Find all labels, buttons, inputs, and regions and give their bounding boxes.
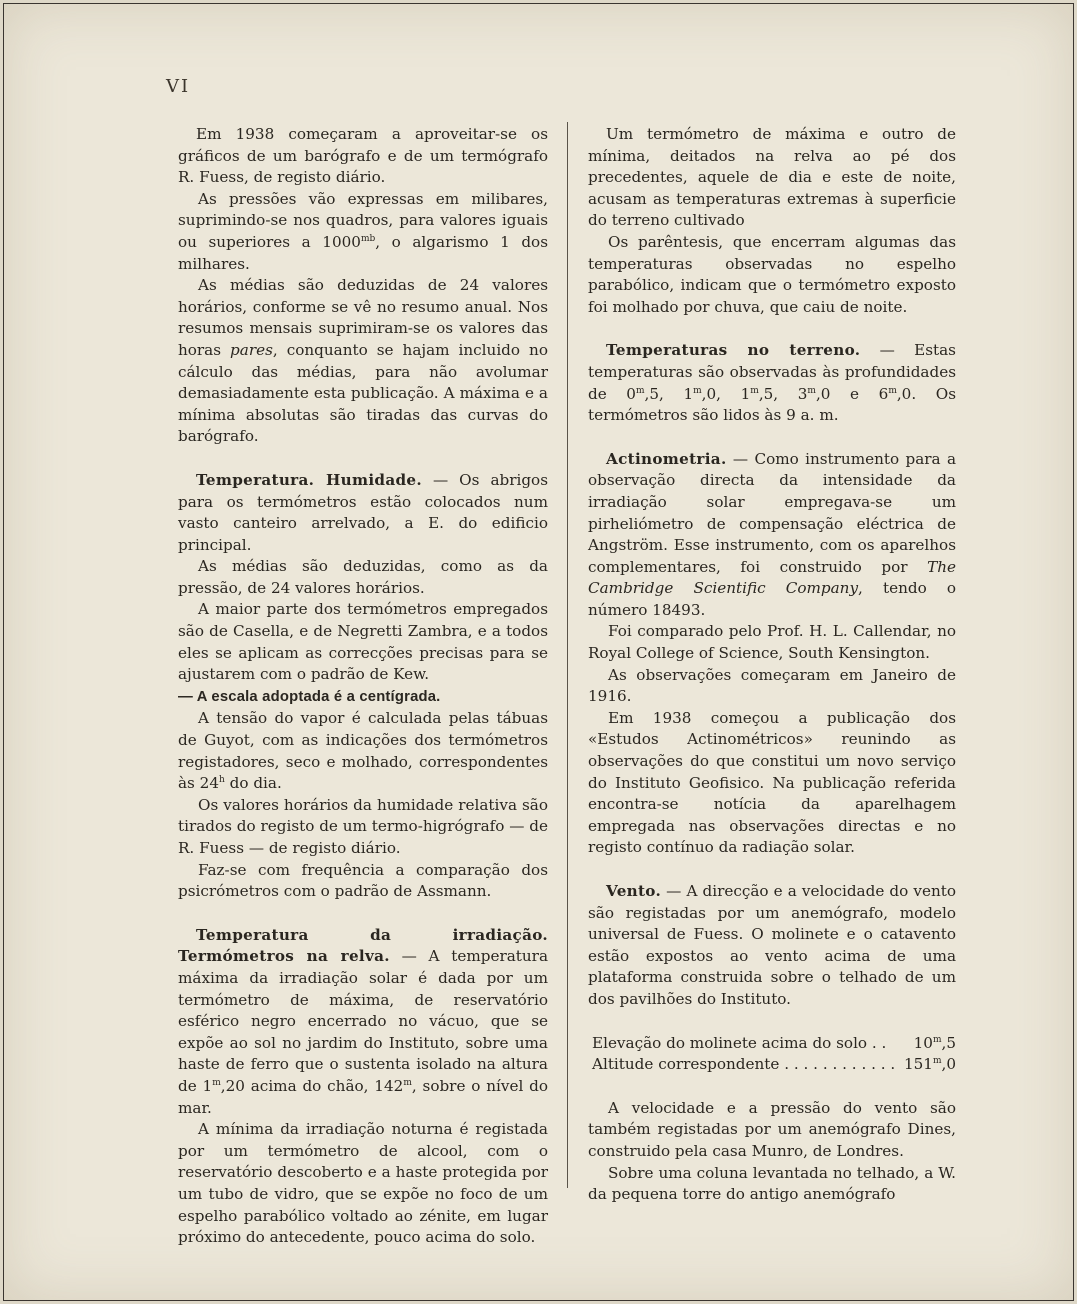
paragraph: As médias são deduzidas de 24 valores horários, conforme se vê no resumo anual. Nos resumos mensais suprimiram-se os valores das horas pares, conquanto se hajam incluido no cálculo das médias, para não avolumar demasiadamente esta publicação. A máxima e a mínima absolutas são tiradas das curvas do barógrafo.	[178, 276, 548, 446]
document-page	[3, 3, 1074, 1301]
section-vento: Vento. — A direcção e a velocidade do vento são registadas por um anemógrafo, modelo universal de Fuess. O molinete e o catavento estão expostos ao vento acima de uma plataforma construida sobre o telhado de um dos pavilhões do Instituto.	[588, 882, 956, 1008]
right-column	[588, 124, 956, 1206]
measurement-value: 10$^m$,5	[913, 1033, 956, 1052]
section-actinometria: Actinometria. — Como instrumento para a observação directa da intensidade da irradiação solar empregava-se um pirheliómetro de compensação eléctrica de Angström. Esse instrumento, com os aparelhos complementares, foi construido por The Cambridge Scientific Company, tendo o número 18493.	[588, 449, 956, 619]
measurement-row	[588, 1054, 956, 1076]
measurement-value: 151$^m$,0	[903, 1055, 956, 1074]
paragraph: Sobre uma coluna levantada no telhado, a W. da pequena torre do antigo anemógrafo	[588, 1163, 956, 1204]
section-heading: Temperatura. Humidade.	[196, 470, 422, 489]
paragraph: As médias são deduzidas, como as da pressão, de 24 valores horários.	[178, 557, 548, 597]
section-heading: Actinometria.	[606, 449, 727, 468]
left-column	[178, 124, 548, 1249]
paragraph: Os parêntesis, que encerram algumas das temperaturas observadas no espelho parabólico, indicam que o termómetro exposto foi molhado por chuva, que caiu de noite.	[588, 232, 956, 316]
section-heading: Temperatura da irradiação. Termómetros na relva.	[178, 925, 548, 966]
paragraph: Em 1938 começaram a aproveitar-se os gráficos de um barógrafo e de um termógrafo R. Fuess, de registo diário.	[178, 125, 548, 187]
page-number: VI	[166, 76, 191, 97]
measurement-row	[588, 1033, 956, 1055]
paragraph: Em 1938 começou a publicação dos «Estudos Actinométricos» reunindo as observações do que constitui um novo serviço do Instituto Geofisico. Na publicação referida encontra-se notícia da aparelhagem empregada nas observações directas e no registo contínuo da radiação solar.	[588, 708, 956, 857]
section-heading: Temperaturas no terreno.	[606, 341, 861, 360]
paragraph: Foi comparado pelo Prof. H. L. Callendar, no Royal College of Science, South Kensington.	[588, 622, 956, 663]
paragraph: Os valores horários da humidade relativa são tirados do registo de um termo-higrógrafo — de R. Fuess — de registo diário.	[178, 795, 548, 857]
section-terreno: Temperaturas no terreno. — Estas temperaturas são observadas às profundidades de 0$^m$,5, 1$^m$,0, 1$^m$,5, 3$^m$,0 e 6$^m$,0. Os termómetros são lidos às 9 a. m.	[588, 341, 957, 425]
measurement-label: Altitude correspondente . . . . . . . . . . . .	[592, 1055, 896, 1074]
column-divider	[567, 122, 568, 1188]
paragraph: Faz-se com frequência a comparação dos psicrómetros com o padrão de Assmann.	[178, 860, 548, 901]
scale-note: — A escala adoptada é a centígrada.	[178, 688, 441, 705]
paragraph: A tensão do vapor é calculada pelas tábuas de Guyot, com as indicações dos termómetros registadores, seco e molhado, correspondentes às 24$^h$ do dia.	[178, 709, 548, 793]
paragraph: As pressões vão expressas em milibares, suprimindo-se nos quadros, para valores iguais ou superiores a $1000^{mb}$, o algarismo 1 dos milhares.	[178, 189, 548, 273]
paragraph: Um termómetro de máxima e outro de mínima, deitados na relva ao pé dos precedentes, aquele de dia e este de noite, acusam as temperaturas extremas à superficie do terreno cultivado	[588, 125, 956, 230]
section-temperatura: Temperatura. Humidade. — Os abrigos para os termómetros estão colocados num vasto canteiro arrelvado, a E. do edificio principal.	[178, 470, 548, 554]
paragraph: A velocidade e a pressão do vento são também registadas por um anemógrafo Dines, construido pela casa Munro, de Londres.	[588, 1098, 956, 1160]
section-irradiacao: Temperatura da irradiação. Termómetros na relva. — A temperatura máxima da irradiação solar é dada por um termómetro de máxima, de reservatório esférico negro encerrado no vácuo, que se expõe ao sol no jardim do Instituto, sobre uma haste de ferro que o sustenta isolado na altura de 1$^m$,20 acima do chão, 142$^m$, sobre o nível do mar.	[178, 925, 549, 1117]
paragraph: As observações começaram em Janeiro de 1916.	[588, 665, 956, 706]
section-heading: Vento.	[606, 882, 662, 900]
paragraph: A maior parte dos termómetros empregados são de Casella, e de Negretti Zambra, e a todos eles se aplicam as correcções precisas para se ajustarem com o padrão de Kew.	[178, 600, 548, 684]
paragraph: A mínima da irradiação noturna é registada por um termómetro de alcool, com o reservatório descoberto e a haste protegida por um tubo de vidro, que se expõe no foco de um espelho parabólico voltado ao zénite, em lugar próximo do antecedente, pouco acima do solo.	[178, 1120, 548, 1247]
measurement-label: Elevação do molinete acima do solo . .	[592, 1033, 887, 1052]
